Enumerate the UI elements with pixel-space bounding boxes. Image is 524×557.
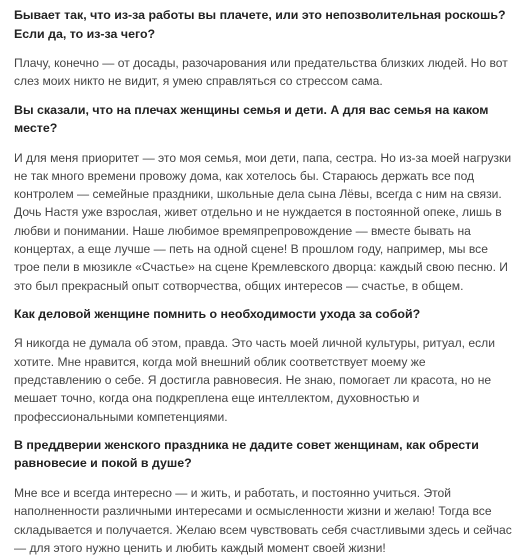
answer-1: Плачу, конечно — от досады, разочарования или предательства близких людей. Но вот слез моих никто не видит, я умею справляться со стрессом сама. [14,56,508,89]
question-1: Бывает так, что из-за работы вы плачете, или это непозволительная роскошь? Если да, то из-за чего? [14,8,506,41]
question-3: Как деловой женщине помнить о необходимости ухода за собой? [14,306,421,321]
answer-2: И для меня приоритет — это моя семья, мои дети, папа, сестра. Но из-за моей нагрузки не так много времени провожу дома, как хотелось бы. Стараюсь держать все под контролем — семейные праздники, школьные дела сына Лёвы, всегда с ним на связи. Дочь Настя уже взрослая, живет отдельно и не нуждается в постоянной опеке, лишь в любви и понимании. Наше любимое времяпрепровождение — вместе бывать на концертах, а еще лучше — петь на одной сцене! В прошлом году, например, мы все трое пели в мюзикле «Счастье» на сцене Кремлевского дворца: каждый свою песню. И это был прекрасный опыт сотворчества, общих интересов — счастье, в общем. [14,150,512,293]
answer-3: Я никогда не думала об этом, правда. Это часть моей личной культуры, ритуал, если хотите. Мне нравится, когда мой внешний облик соответствует моему же представлению о себе. Я достигла равновесия. Не знаю, помогает ли красота, но не мешает точно, когда она подкреплена еще интеллектом, духовностью и профессиональными компетенциями. [14,336,495,424]
question-4: В преддверии женского праздника не дадите совет женщинам, как обрести равновесие и покой в душе? [14,437,479,471]
answer-4: Мне все и всегда интересно — и жить, и работать, и постоянно учиться. Этой наполненности различными интересами и осмысленности жизни и желаю! Тогда все складывается и получается. Желаю всем чувствовать себя счастливыми здесь и сейчас — для этого нужно ценить и любить каждый момент своей жизни! [14,485,512,555]
question-2: Вы сказали, что на плечах женщины семья и дети. А для вас семья на каком месте? [14,102,489,136]
